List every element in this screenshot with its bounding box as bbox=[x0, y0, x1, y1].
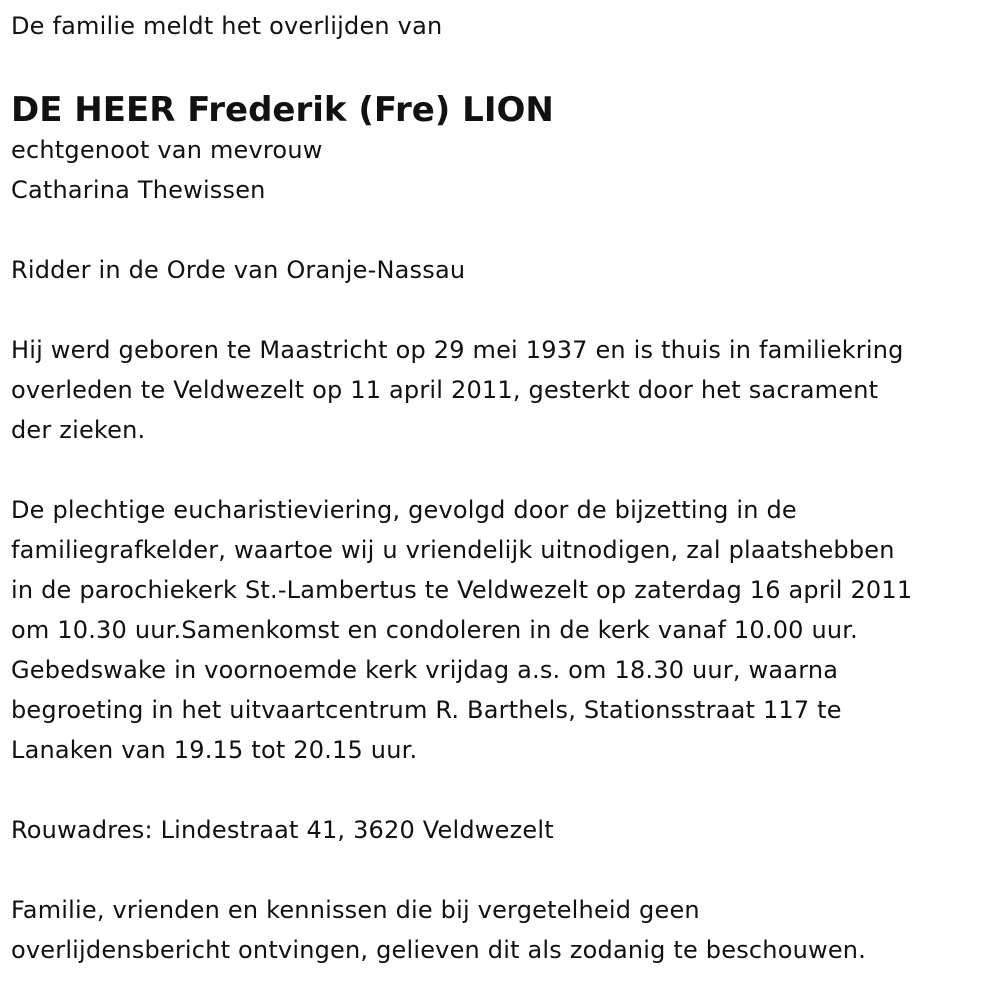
ceremony-line: om 10.30 uur.Samenkomst en condoleren in de kerk vanaf 10.00 uur. bbox=[11, 616, 858, 644]
spacer bbox=[11, 46, 996, 90]
spacer bbox=[11, 210, 996, 250]
ceremony-line: Lanaken van 19.15 tot 20.15 uur. bbox=[11, 736, 418, 764]
birth-death-line: der zieken. bbox=[11, 416, 146, 444]
ceremony-line: De plechtige eucharistieviering, gevolgd door de bijzetting in de bbox=[11, 496, 797, 524]
ceremony-line: familiegrafkelder, waartoe wij u vriendelijk uitnodigen, zal plaatshebben bbox=[11, 536, 895, 564]
deceased-name: DE HEER Frederik (Fre) LION bbox=[11, 90, 554, 130]
ceremony-line: begroeting in het uitvaartcentrum R. Barthels, Stationsstraat 117 te bbox=[11, 696, 842, 724]
spacer bbox=[11, 850, 996, 890]
closing-line: overlijdensbericht ontvingen, gelieven dit als zodanig te beschouwen. bbox=[11, 936, 867, 964]
honor-line: Ridder in de Orde van Oranje-Nassau bbox=[11, 256, 466, 284]
intro-line: De familie meldt het overlijden van bbox=[11, 12, 443, 40]
closing-line: Familie, vrienden en kennissen die bij vergetelheid geen bbox=[11, 896, 700, 924]
spacer bbox=[11, 290, 996, 330]
spacer bbox=[11, 770, 996, 810]
birth-death-line: Hij werd geboren te Maastricht op 29 mei 1937 en is thuis in familiekring bbox=[11, 336, 904, 364]
birth-death-line: overleden te Veldwezelt op 11 april 2011, gesterkt door het sacrament bbox=[11, 376, 879, 404]
mourning-address: Rouwadres: Lindestraat 41, 3620 Veldwezelt bbox=[11, 816, 554, 844]
death-notice bbox=[11, 6, 996, 970]
ceremony-line: Gebedswake in voornoemde kerk vrijdag a.s. om 18.30 uur, waarna bbox=[11, 656, 839, 684]
spacer bbox=[11, 450, 996, 490]
spouse-line: echtgenoot van mevrouw bbox=[11, 136, 323, 164]
spouse-line: Catharina Thewissen bbox=[11, 176, 266, 204]
ceremony-line: in de parochiekerk St.-Lambertus te Veldwezelt op zaterdag 16 april 2011 bbox=[11, 576, 913, 604]
